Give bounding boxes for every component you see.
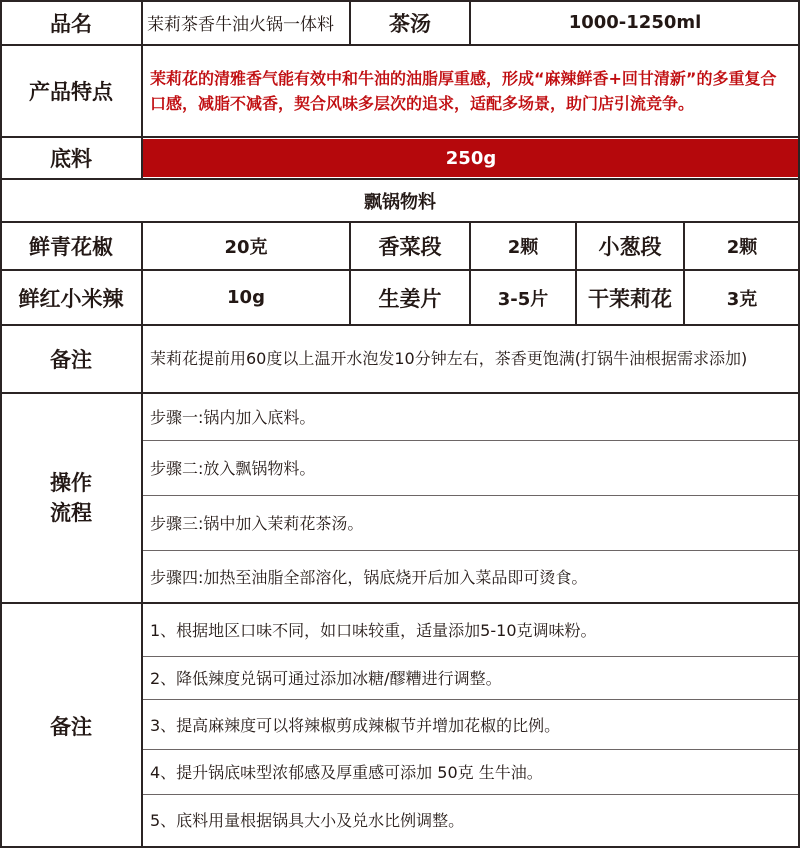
grid-line <box>142 440 800 441</box>
ingredient-ginger: 生姜片 <box>378 286 442 311</box>
ingredient-coriander: 香菜段 <box>378 235 442 259</box>
base-weight-bar: 250g <box>142 139 800 177</box>
grid-line <box>469 221 471 325</box>
base-label: 底料 <box>50 147 92 171</box>
grid-line <box>575 221 577 325</box>
ingredient-red-chili: 鲜红小米辣 <box>18 286 124 311</box>
grid-line <box>141 221 143 848</box>
tip-item-3: 3、提高麻辣度可以将辣椒剪成辣椒节并增加花椒的比例。 <box>150 715 561 735</box>
grid-line <box>0 0 2 848</box>
grid-line <box>142 656 800 657</box>
note-label: 备注 <box>50 348 92 372</box>
qty-scallion: 2颗 <box>726 237 758 258</box>
soup-volume-value: 1000-1250ml <box>568 12 702 33</box>
grid-line <box>349 0 351 45</box>
grid-line <box>0 221 800 223</box>
grid-line <box>142 495 800 496</box>
grid-line <box>0 136 800 138</box>
tip-item-5: 5、底料用量根据锅具大小及兑水比例调整。 <box>150 810 465 830</box>
grid-line <box>142 794 800 795</box>
grid-line <box>0 602 800 604</box>
grid-line <box>0 324 800 326</box>
grid-line <box>0 0 800 2</box>
features-text: 茉莉花的清雅香气能有效中和牛油的油脂厚重感，形成“麻辣鲜香+回甘清新”的多重复合口感，减脂不减香，契合风味多层次的追求，适配多场景，助门店引流竞争。 <box>150 69 777 113</box>
grid-line <box>349 221 351 325</box>
qty-green-pepper: 20克 <box>224 237 268 258</box>
qty-ginger: 3-5片 <box>497 288 549 310</box>
ingredient-green-pepper: 鲜青花椒 <box>29 235 113 259</box>
process-step-1: 步骤一:锅内加入底料。 <box>150 408 316 427</box>
grid-line <box>683 221 685 325</box>
qty-red-chili: 10g <box>227 287 265 308</box>
ingredient-scallion: 小葱段 <box>598 235 662 259</box>
grid-line <box>0 44 800 46</box>
grid-line <box>141 0 143 179</box>
grid-line <box>0 392 800 394</box>
grid-line <box>0 269 800 271</box>
process-step-4: 步骤四:加热至油脂全部溶化，锅底烧开后加入菜品即可烫食。 <box>150 568 588 587</box>
tip-item-1: 1、根据地区口味不同，如口味较重，适量添加5-10克调味粉。 <box>150 621 597 640</box>
grid-line <box>142 550 800 551</box>
note-text: 茉莉花提前用60度以上温开水泡发10分钟左右，茶香更饱满(打锅牛油根据需求添加) <box>150 349 748 368</box>
soup-label: 茶汤 <box>389 11 431 36</box>
qty-jasmine: 3克 <box>726 288 758 310</box>
grid-line <box>142 749 800 750</box>
process-step-3: 步骤三:锅中加入茉莉花茶汤。 <box>150 514 364 533</box>
tip-item-4: 4、提升锅底味型浓郁感及厚重感可添加 50克 生牛油。 <box>150 763 543 782</box>
ingredient-jasmine: 干茉莉花 <box>588 286 672 311</box>
process-label: 操作流程 <box>50 471 92 525</box>
process-step-2: 步骤二:放入飘锅物料。 <box>150 459 316 478</box>
features-label: 产品特点 <box>29 80 113 104</box>
grid-line <box>142 699 800 700</box>
tip-item-2: 2、降低辣度兑锅可通过添加冰糖/醪糟进行调整。 <box>150 669 502 688</box>
floating-materials-title: 飘锅物料 <box>364 191 436 213</box>
product-name-label: 品名 <box>50 11 92 36</box>
product-name-value: 茉莉茶香牛油火锅一体料 <box>147 15 334 35</box>
qty-coriander: 2颗 <box>507 237 539 258</box>
tips-label: 备注 <box>50 714 92 739</box>
grid-line <box>469 0 471 45</box>
grid-line <box>0 178 800 180</box>
